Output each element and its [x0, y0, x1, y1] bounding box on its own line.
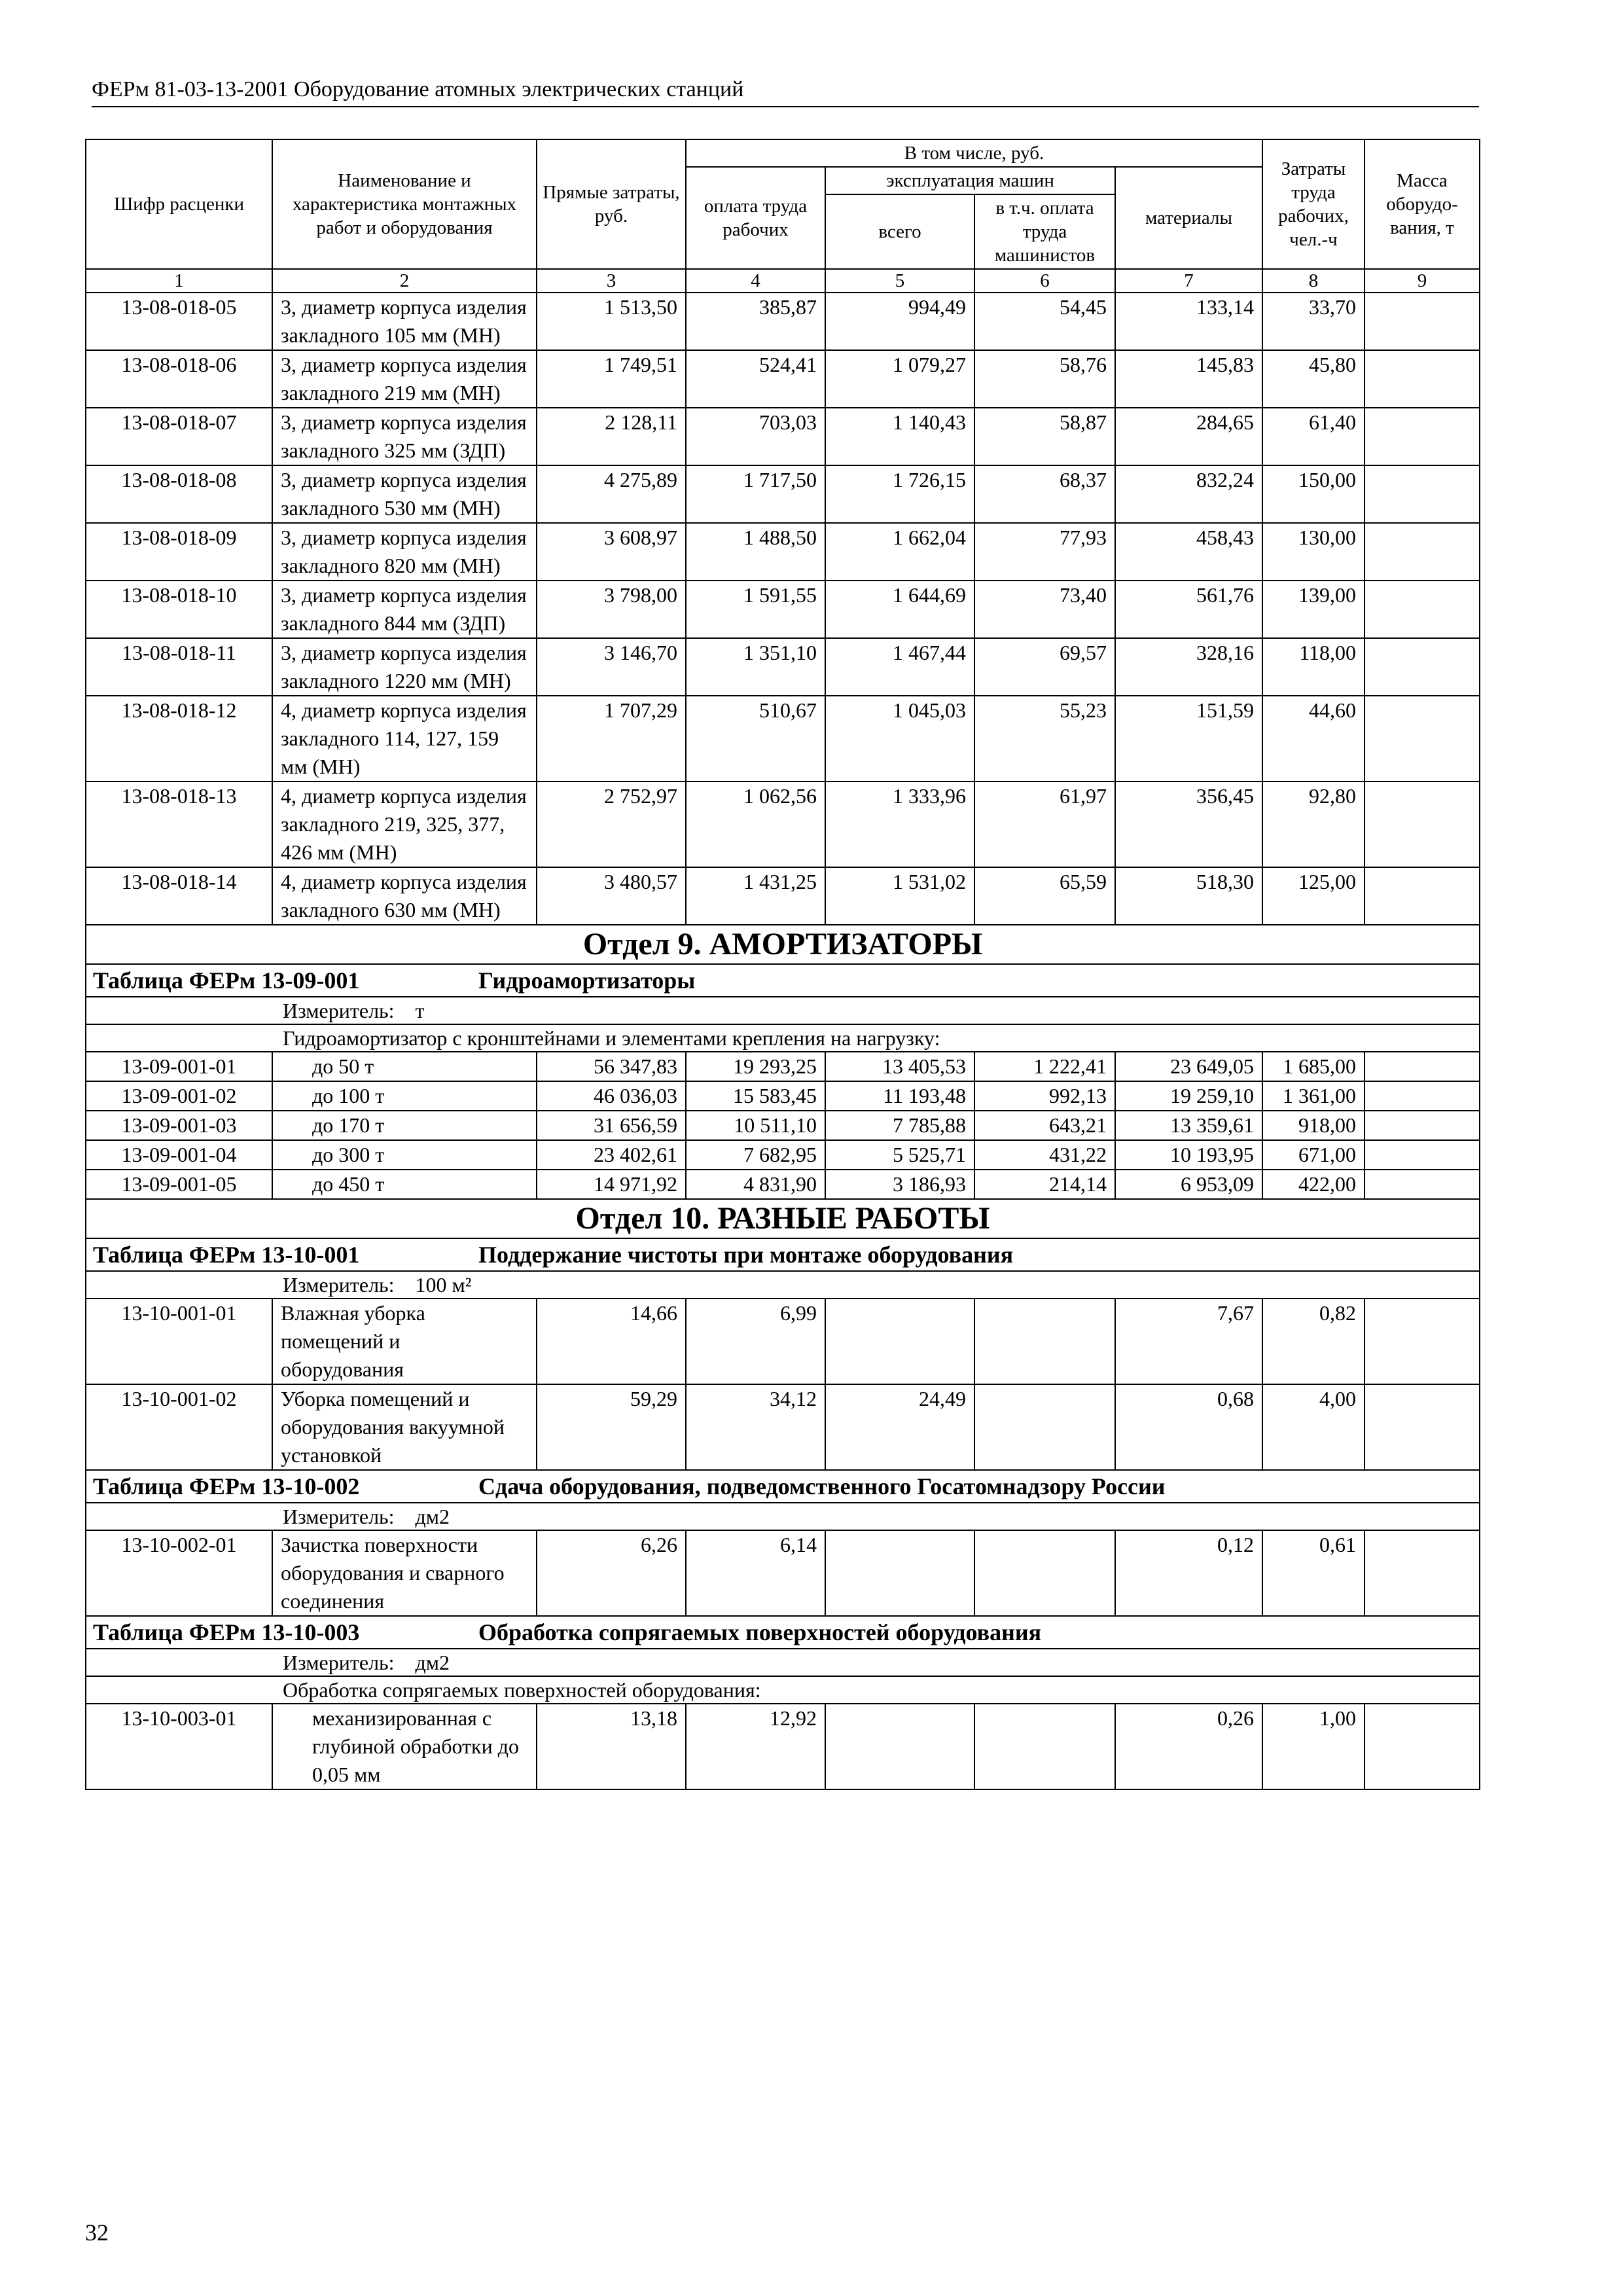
cell-mach: 1 467,44 [825, 638, 974, 696]
cell-mass [1364, 581, 1480, 638]
cell-direct: 59,29 [537, 1384, 686, 1470]
cell-mach_w: 69,57 [974, 638, 1115, 696]
table-title [86, 964, 1480, 997]
cell-direct: 14,66 [537, 1299, 686, 1384]
cell-direct: 1 707,29 [537, 696, 686, 781]
measure-unit: т [415, 999, 425, 1022]
table-row [86, 1052, 1480, 1081]
cell-mat: 151,59 [1115, 696, 1262, 781]
cell-mach: 1 333,96 [825, 781, 974, 867]
measure-label: Измеритель: [283, 999, 395, 1022]
cell-name: 4, диаметр корпуса изделия закладного 630 мм (МН) [272, 867, 537, 925]
cell-labor: 130,00 [1262, 523, 1364, 581]
table-row [86, 1170, 1480, 1199]
cell-code: 13-10-001-02 [86, 1384, 272, 1470]
cell-name: 3, диаметр корпуса изделия закладного 530 мм (МН) [272, 465, 537, 523]
cell-mat: 133,14 [1115, 293, 1262, 350]
cell-mass [1364, 1111, 1480, 1140]
table-code: Таблица ФЕРм 13-10-002 [93, 1473, 360, 1499]
measure-unit: дм2 [415, 1651, 450, 1674]
cell-mass [1364, 781, 1480, 867]
cell-direct: 2 128,11 [537, 408, 686, 465]
cell-mach: 13 405,53 [825, 1052, 974, 1081]
cell-code: 13-09-001-04 [86, 1140, 272, 1170]
cell-labor: 4,00 [1262, 1384, 1364, 1470]
cell-code: 13-08-018-12 [86, 696, 272, 781]
cell-mat: 0,68 [1115, 1384, 1262, 1470]
col-number: 2 [272, 269, 537, 293]
cell-mach_w: 992,13 [974, 1081, 1115, 1111]
rows-13-10-003 [86, 1704, 1480, 1789]
cell-mat: 19 259,10 [1115, 1081, 1262, 1111]
col-number: 7 [1115, 269, 1262, 293]
cell-code: 13-09-001-03 [86, 1111, 272, 1140]
rows-13-10-001 [86, 1299, 1480, 1470]
table-13-10-003-head [86, 1616, 1480, 1704]
measure-unit: 100 м² [415, 1273, 472, 1297]
cell-labor: 44,60 [1262, 696, 1364, 781]
cell-mach_w: 77,93 [974, 523, 1115, 581]
cell-labor: 150,00 [1262, 465, 1364, 523]
cell-mat: 518,30 [1115, 867, 1262, 925]
cell-wages: 12,92 [686, 1704, 825, 1789]
cell-mach_w: 73,40 [974, 581, 1115, 638]
col-number: 6 [974, 269, 1115, 293]
cell-mach_w [974, 1704, 1115, 1789]
col-name-header: Наименование и характеристика монтажных работ и оборудования [272, 139, 537, 269]
cell-direct: 23 402,61 [537, 1140, 686, 1170]
cell-labor: 45,80 [1262, 350, 1364, 408]
col-number: 1 [86, 269, 272, 293]
cell-code: 13-10-001-01 [86, 1299, 272, 1384]
cell-mach_w: 214,14 [974, 1170, 1115, 1199]
cell-code: 13-09-001-05 [86, 1170, 272, 1199]
table-code: Таблица ФЕРм 13-10-003 [93, 1619, 360, 1645]
col-materials-header: материалы [1115, 167, 1262, 269]
cell-labor: 61,40 [1262, 408, 1364, 465]
cell-direct: 56 347,83 [537, 1052, 686, 1081]
section-9 [86, 925, 1480, 1052]
cell-mach: 1 140,43 [825, 408, 974, 465]
cell-mach_w: 58,76 [974, 350, 1115, 408]
table-title [86, 1470, 1480, 1503]
cell-labor: 92,80 [1262, 781, 1364, 867]
cell-mass [1364, 408, 1480, 465]
cell-mach_w [974, 1299, 1115, 1384]
cell-code: 13-08-018-09 [86, 523, 272, 581]
cell-wages: 524,41 [686, 350, 825, 408]
cell-mach_w: 1 222,41 [974, 1052, 1115, 1081]
col-direct-header: Прямые затраты, руб. [537, 139, 686, 269]
table-row [86, 1140, 1480, 1170]
cell-wages: 1 488,50 [686, 523, 825, 581]
table-name: Гидроамортизаторы [478, 967, 696, 994]
measure-label: Измеритель: [283, 1273, 395, 1297]
cell-mat: 10 193,95 [1115, 1140, 1262, 1170]
cell-code: 13-10-003-01 [86, 1704, 272, 1789]
cell-mach: 1 079,27 [825, 350, 974, 408]
cell-code: 13-08-018-10 [86, 581, 272, 638]
table-name: Обработка сопрягаемых поверхностей оборудования [478, 1619, 1042, 1645]
cell-name: до 100 т [272, 1081, 537, 1111]
cell-labor: 139,00 [1262, 581, 1364, 638]
table-row [86, 408, 1480, 465]
measure-row [86, 1503, 1480, 1530]
cell-direct: 46 036,03 [537, 1081, 686, 1111]
cell-direct: 4 275,89 [537, 465, 686, 523]
cell-mat: 145,83 [1115, 350, 1262, 408]
cell-mat: 7,67 [1115, 1299, 1262, 1384]
cell-name: 3, диаметр корпуса изделия закладного 219 мм (МН) [272, 350, 537, 408]
table-row [86, 293, 1480, 350]
cell-name: Уборка помещений и оборудования вакуумной установкой [272, 1384, 537, 1470]
cell-mass [1364, 1704, 1480, 1789]
cell-mass [1364, 638, 1480, 696]
cell-name: 3, диаметр корпуса изделия закладного 105 мм (МН) [272, 293, 537, 350]
cell-name: механизированная с глубиной обработки до 0,05 мм [272, 1704, 537, 1789]
cell-labor: 125,00 [1262, 867, 1364, 925]
cell-mach: 1 644,69 [825, 581, 974, 638]
measure-row [86, 1649, 1480, 1676]
col-number: 8 [1262, 269, 1364, 293]
cell-mass [1364, 867, 1480, 925]
cell-mass [1364, 465, 1480, 523]
cell-name: 4, диаметр корпуса изделия закладного 114, 127, 159 мм (МН) [272, 696, 537, 781]
cell-labor: 0,82 [1262, 1299, 1364, 1384]
cell-mach: 1 531,02 [825, 867, 974, 925]
measure-row [86, 1271, 1480, 1299]
cell-code: 13-08-018-13 [86, 781, 272, 867]
section-10 [86, 1199, 1480, 1299]
cell-mat: 284,65 [1115, 408, 1262, 465]
cell-code: 13-08-018-08 [86, 465, 272, 523]
table-row [86, 781, 1480, 867]
table-row [86, 1299, 1480, 1384]
cell-mach_w: 58,87 [974, 408, 1115, 465]
cell-name: 4, диаметр корпуса изделия закладного 219, 325, 377, 426 мм (МН) [272, 781, 537, 867]
cell-direct: 3 480,57 [537, 867, 686, 925]
cell-mat: 356,45 [1115, 781, 1262, 867]
table-name: Сдача оборудования, подведомственного Госатомнадзору России [478, 1473, 1166, 1499]
column-numbers-row [86, 269, 1480, 293]
cell-mat: 0,12 [1115, 1530, 1262, 1616]
measure-unit: дм2 [415, 1505, 450, 1528]
cell-name: 3, диаметр корпуса изделия закладного 844 мм (ЗДП) [272, 581, 537, 638]
cell-direct: 3 146,70 [537, 638, 686, 696]
cell-mass [1364, 1170, 1480, 1199]
cell-labor: 1 685,00 [1262, 1052, 1364, 1081]
col-number: 9 [1364, 269, 1480, 293]
table-note: Обработка сопрягаемых поверхностей оборудования: [86, 1676, 1480, 1704]
cell-wages: 34,12 [686, 1384, 825, 1470]
table-code: Таблица ФЕРм 13-10-001 [93, 1242, 360, 1268]
table-name: Поддержание чистоты при монтаже оборудования [478, 1242, 1014, 1268]
cell-name: до 450 т [272, 1170, 537, 1199]
cell-mat: 561,76 [1115, 581, 1262, 638]
cell-mach: 1 726,15 [825, 465, 974, 523]
cell-code: 13-08-018-11 [86, 638, 272, 696]
page-number: 32 [85, 2219, 109, 2246]
col-wages-header: оплата труда рабочих [686, 167, 825, 269]
cell-labor: 671,00 [1262, 1140, 1364, 1170]
cell-mass [1364, 1530, 1480, 1616]
cell-wages: 7 682,95 [686, 1140, 825, 1170]
rates-table [85, 139, 1480, 1790]
cell-mach: 1 045,03 [825, 696, 974, 781]
cell-mass [1364, 1052, 1480, 1081]
col-number: 5 [825, 269, 974, 293]
table-row [86, 1384, 1480, 1470]
cell-wages: 15 583,45 [686, 1081, 825, 1111]
cell-code: 13-09-001-01 [86, 1052, 272, 1081]
cell-mass [1364, 350, 1480, 408]
cell-mach_w [974, 1384, 1115, 1470]
cell-mach: 1 662,04 [825, 523, 974, 581]
cell-name: до 300 т [272, 1140, 537, 1170]
rows-13-08-018 [86, 293, 1480, 925]
table-row [86, 523, 1480, 581]
col-mach-total-header: всего [825, 194, 974, 269]
cell-mass [1364, 1081, 1480, 1111]
cell-name: Влажная уборка помещений и оборудования [272, 1299, 537, 1384]
col-machines-header: эксплуатация машин [825, 167, 1115, 194]
cell-labor: 918,00 [1262, 1111, 1364, 1140]
measure-row [86, 997, 1480, 1024]
table-row [86, 638, 1480, 696]
table-row [86, 465, 1480, 523]
cell-wages: 385,87 [686, 293, 825, 350]
table-row [86, 350, 1480, 408]
cell-mass [1364, 1140, 1480, 1170]
table-title [86, 1616, 1480, 1649]
cell-labor: 1 361,00 [1262, 1081, 1364, 1111]
col-incl-header: В том числе, руб. [686, 139, 1262, 167]
col-code-header: Шифр расценки [86, 139, 272, 269]
table-row [86, 1530, 1480, 1616]
col-mach-wages-header: в т.ч. оплата труда машинистов [974, 194, 1115, 269]
cell-mach_w: 65,59 [974, 867, 1115, 925]
cell-direct: 14 971,92 [537, 1170, 686, 1199]
cell-labor: 422,00 [1262, 1170, 1364, 1199]
cell-mach_w: 643,21 [974, 1111, 1115, 1140]
cell-code: 13-09-001-02 [86, 1081, 272, 1111]
cell-labor: 118,00 [1262, 638, 1364, 696]
table-note: Гидроамортизатор с кронштейнами и элементами крепления на нагрузку: [86, 1024, 1480, 1052]
cell-direct: 31 656,59 [537, 1111, 686, 1140]
cell-name: 3, диаметр корпуса изделия закладного 820 мм (МН) [272, 523, 537, 581]
cell-wages: 1 062,56 [686, 781, 825, 867]
cell-wages: 10 511,10 [686, 1111, 825, 1140]
cell-code: 13-08-018-07 [86, 408, 272, 465]
cell-direct: 3 798,00 [537, 581, 686, 638]
cell-code: 13-08-018-06 [86, 350, 272, 408]
section-title: Отдел 10. РАЗНЫЕ РАБОТЫ [86, 1199, 1480, 1238]
cell-wages: 510,67 [686, 696, 825, 781]
cell-name: Зачистка поверхности оборудования и сварного соединения [272, 1530, 537, 1616]
cell-mach: 24,49 [825, 1384, 974, 1470]
cell-mach: 994,49 [825, 293, 974, 350]
cell-mat: 23 649,05 [1115, 1052, 1262, 1081]
cell-wages: 1 717,50 [686, 465, 825, 523]
cell-labor: 33,70 [1262, 293, 1364, 350]
cell-labor: 1,00 [1262, 1704, 1364, 1789]
col-number: 3 [537, 269, 686, 293]
cell-mach: 3 186,93 [825, 1170, 974, 1199]
cell-mach: 5 525,71 [825, 1140, 974, 1170]
cell-direct: 2 752,97 [537, 781, 686, 867]
col-labor-header: Затраты труда рабочих, чел.-ч [1262, 139, 1364, 269]
table-row [86, 696, 1480, 781]
cell-direct: 1 513,50 [537, 293, 686, 350]
cell-mach_w: 54,45 [974, 293, 1115, 350]
cell-mach: 7 785,88 [825, 1111, 974, 1140]
cell-mass [1364, 1299, 1480, 1384]
rows-13-09-001 [86, 1052, 1480, 1199]
cell-direct: 6,26 [537, 1530, 686, 1616]
cell-mass [1364, 293, 1480, 350]
table-13-10-002-head [86, 1470, 1480, 1530]
cell-mach_w [974, 1530, 1115, 1616]
cell-wages: 6,14 [686, 1530, 825, 1616]
cell-wages: 6,99 [686, 1299, 825, 1384]
cell-mach [825, 1299, 974, 1384]
cell-direct: 13,18 [537, 1704, 686, 1789]
page-header: ФЕРм 81-03-13-2001 Оборудование атомных электрических станций [92, 77, 1479, 107]
cell-mass [1364, 523, 1480, 581]
col-number: 4 [686, 269, 825, 293]
cell-mat: 832,24 [1115, 465, 1262, 523]
cell-direct: 1 749,51 [537, 350, 686, 408]
cell-mach_w: 68,37 [974, 465, 1115, 523]
cell-labor: 0,61 [1262, 1530, 1364, 1616]
table-row [86, 867, 1480, 925]
table-title [86, 1238, 1480, 1271]
table-code: Таблица ФЕРм 13-09-001 [93, 967, 360, 994]
measure-label: Измеритель: [283, 1505, 395, 1528]
cell-mat: 13 359,61 [1115, 1111, 1262, 1140]
cell-wages: 1 591,55 [686, 581, 825, 638]
cell-mach_w: 431,22 [974, 1140, 1115, 1170]
cell-code: 13-10-002-01 [86, 1530, 272, 1616]
table-row [86, 1111, 1480, 1140]
table-row [86, 1081, 1480, 1111]
cell-wages: 19 293,25 [686, 1052, 825, 1081]
cell-mat: 458,43 [1115, 523, 1262, 581]
cell-wages: 1 431,25 [686, 867, 825, 925]
cell-wages: 703,03 [686, 408, 825, 465]
measure-label: Измеритель: [283, 1651, 395, 1674]
cell-mass [1364, 696, 1480, 781]
table-row [86, 1704, 1480, 1789]
cell-wages: 1 351,10 [686, 638, 825, 696]
cell-mass [1364, 1384, 1480, 1470]
cell-name: 3, диаметр корпуса изделия закладного 325 мм (ЗДП) [272, 408, 537, 465]
cell-mat: 6 953,09 [1115, 1170, 1262, 1199]
col-mass-header: Масса оборудо-вания, т [1364, 139, 1480, 269]
section-title: Отдел 9. АМОРТИЗАТОРЫ [86, 925, 1480, 964]
cell-wages: 4 831,90 [686, 1170, 825, 1199]
rows-13-10-002 [86, 1530, 1480, 1616]
cell-mat: 0,26 [1115, 1704, 1262, 1789]
cell-code: 13-08-018-05 [86, 293, 272, 350]
cell-mat: 328,16 [1115, 638, 1262, 696]
cell-mach_w: 55,23 [974, 696, 1115, 781]
table-row [86, 581, 1480, 638]
cell-name: до 50 т [272, 1052, 537, 1081]
cell-name: до 170 т [272, 1111, 537, 1140]
cell-direct: 3 608,97 [537, 523, 686, 581]
cell-mach_w: 61,97 [974, 781, 1115, 867]
cell-mach: 11 193,48 [825, 1081, 974, 1111]
cell-mach [825, 1530, 974, 1616]
cell-name: 3, диаметр корпуса изделия закладного 1220 мм (МН) [272, 638, 537, 696]
cell-code: 13-08-018-14 [86, 867, 272, 925]
cell-mach [825, 1704, 974, 1789]
